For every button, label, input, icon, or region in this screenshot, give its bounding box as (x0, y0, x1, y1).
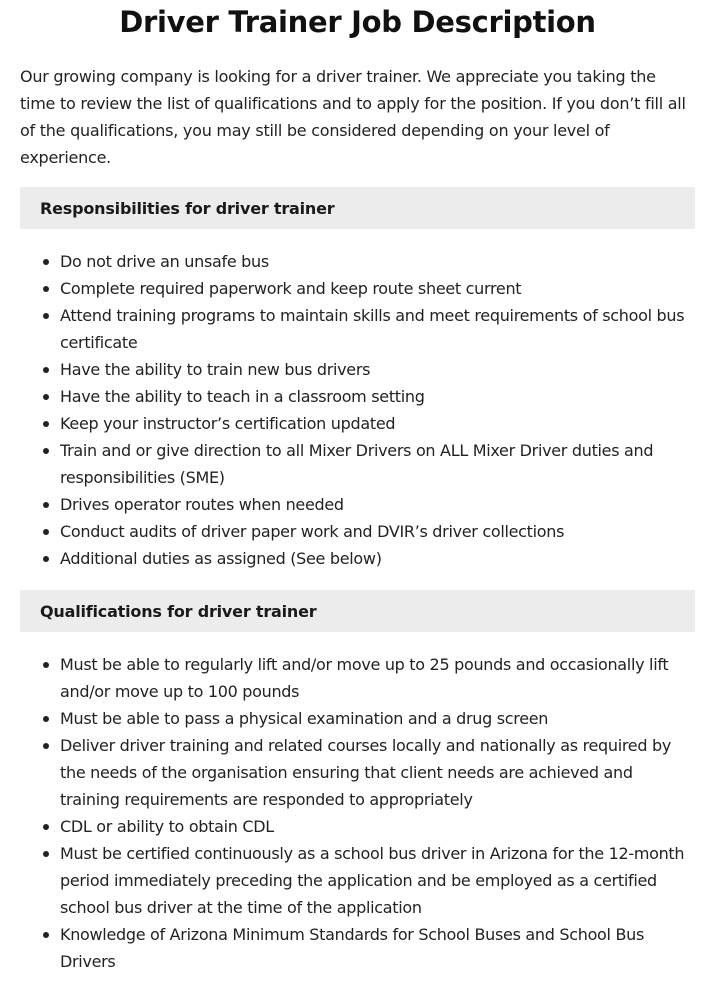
list-item: Have the ability to teach in a classroom setting (60, 383, 695, 410)
list-item: Have the ability to train new bus drivers (60, 356, 695, 383)
list-item: Conduct audits of driver paper work and DVIR’s driver collections (60, 518, 695, 545)
list-item: Drives operator routes when needed (60, 491, 695, 518)
list-item: Attend training programs to maintain skills and meet requirements of school bus certificate (60, 302, 695, 356)
list-item: Must be able to regularly lift and/or move up to 25 pounds and occasionally lift and/or move up to 100 pounds (60, 651, 695, 705)
responsibilities-heading: Responsibilities for driver trainer (20, 187, 695, 229)
list-item: Train and or give direction to all Mixer Drivers on ALL Mixer Driver duties and responsibilities (SME) (60, 437, 695, 491)
list-item: Must be able to pass a physical examination and a drug screen (60, 705, 695, 732)
qualifications-heading: Qualifications for driver trainer (20, 590, 695, 632)
list-item: Knowledge of Arizona Minimum Standards for School Buses and School Bus Drivers (60, 921, 695, 975)
list-item: Additional duties as assigned (See below) (60, 545, 695, 572)
qualifications-list (20, 651, 695, 975)
responsibilities-list (20, 248, 695, 572)
intro-paragraph: Our growing company is looking for a driver trainer. We appreciate you taking the time to review the list of qualifications and to apply for the position. If you don’t fill all of the qualifications, you may still be considered depending on your level of experience. (20, 67, 686, 167)
list-item: CDL or ability to obtain CDL (60, 813, 695, 840)
list-item: Must be certified continuously as a school bus driver in Arizona for the 12-month period immediately preceding the application and be employed as a certified school bus driver at the time of the application (60, 840, 695, 921)
page-title: Driver Trainer Job Description (119, 5, 596, 39)
list-item: Complete required paperwork and keep route sheet current (60, 275, 695, 302)
list-item: Keep your instructor’s certification updated (60, 410, 695, 437)
list-item: Do not drive an unsafe bus (60, 248, 695, 275)
list-item: Deliver driver training and related courses locally and nationally as required by the needs of the organisation ensuring that client needs are achieved and training requirements are responded to appropriately (60, 732, 695, 813)
